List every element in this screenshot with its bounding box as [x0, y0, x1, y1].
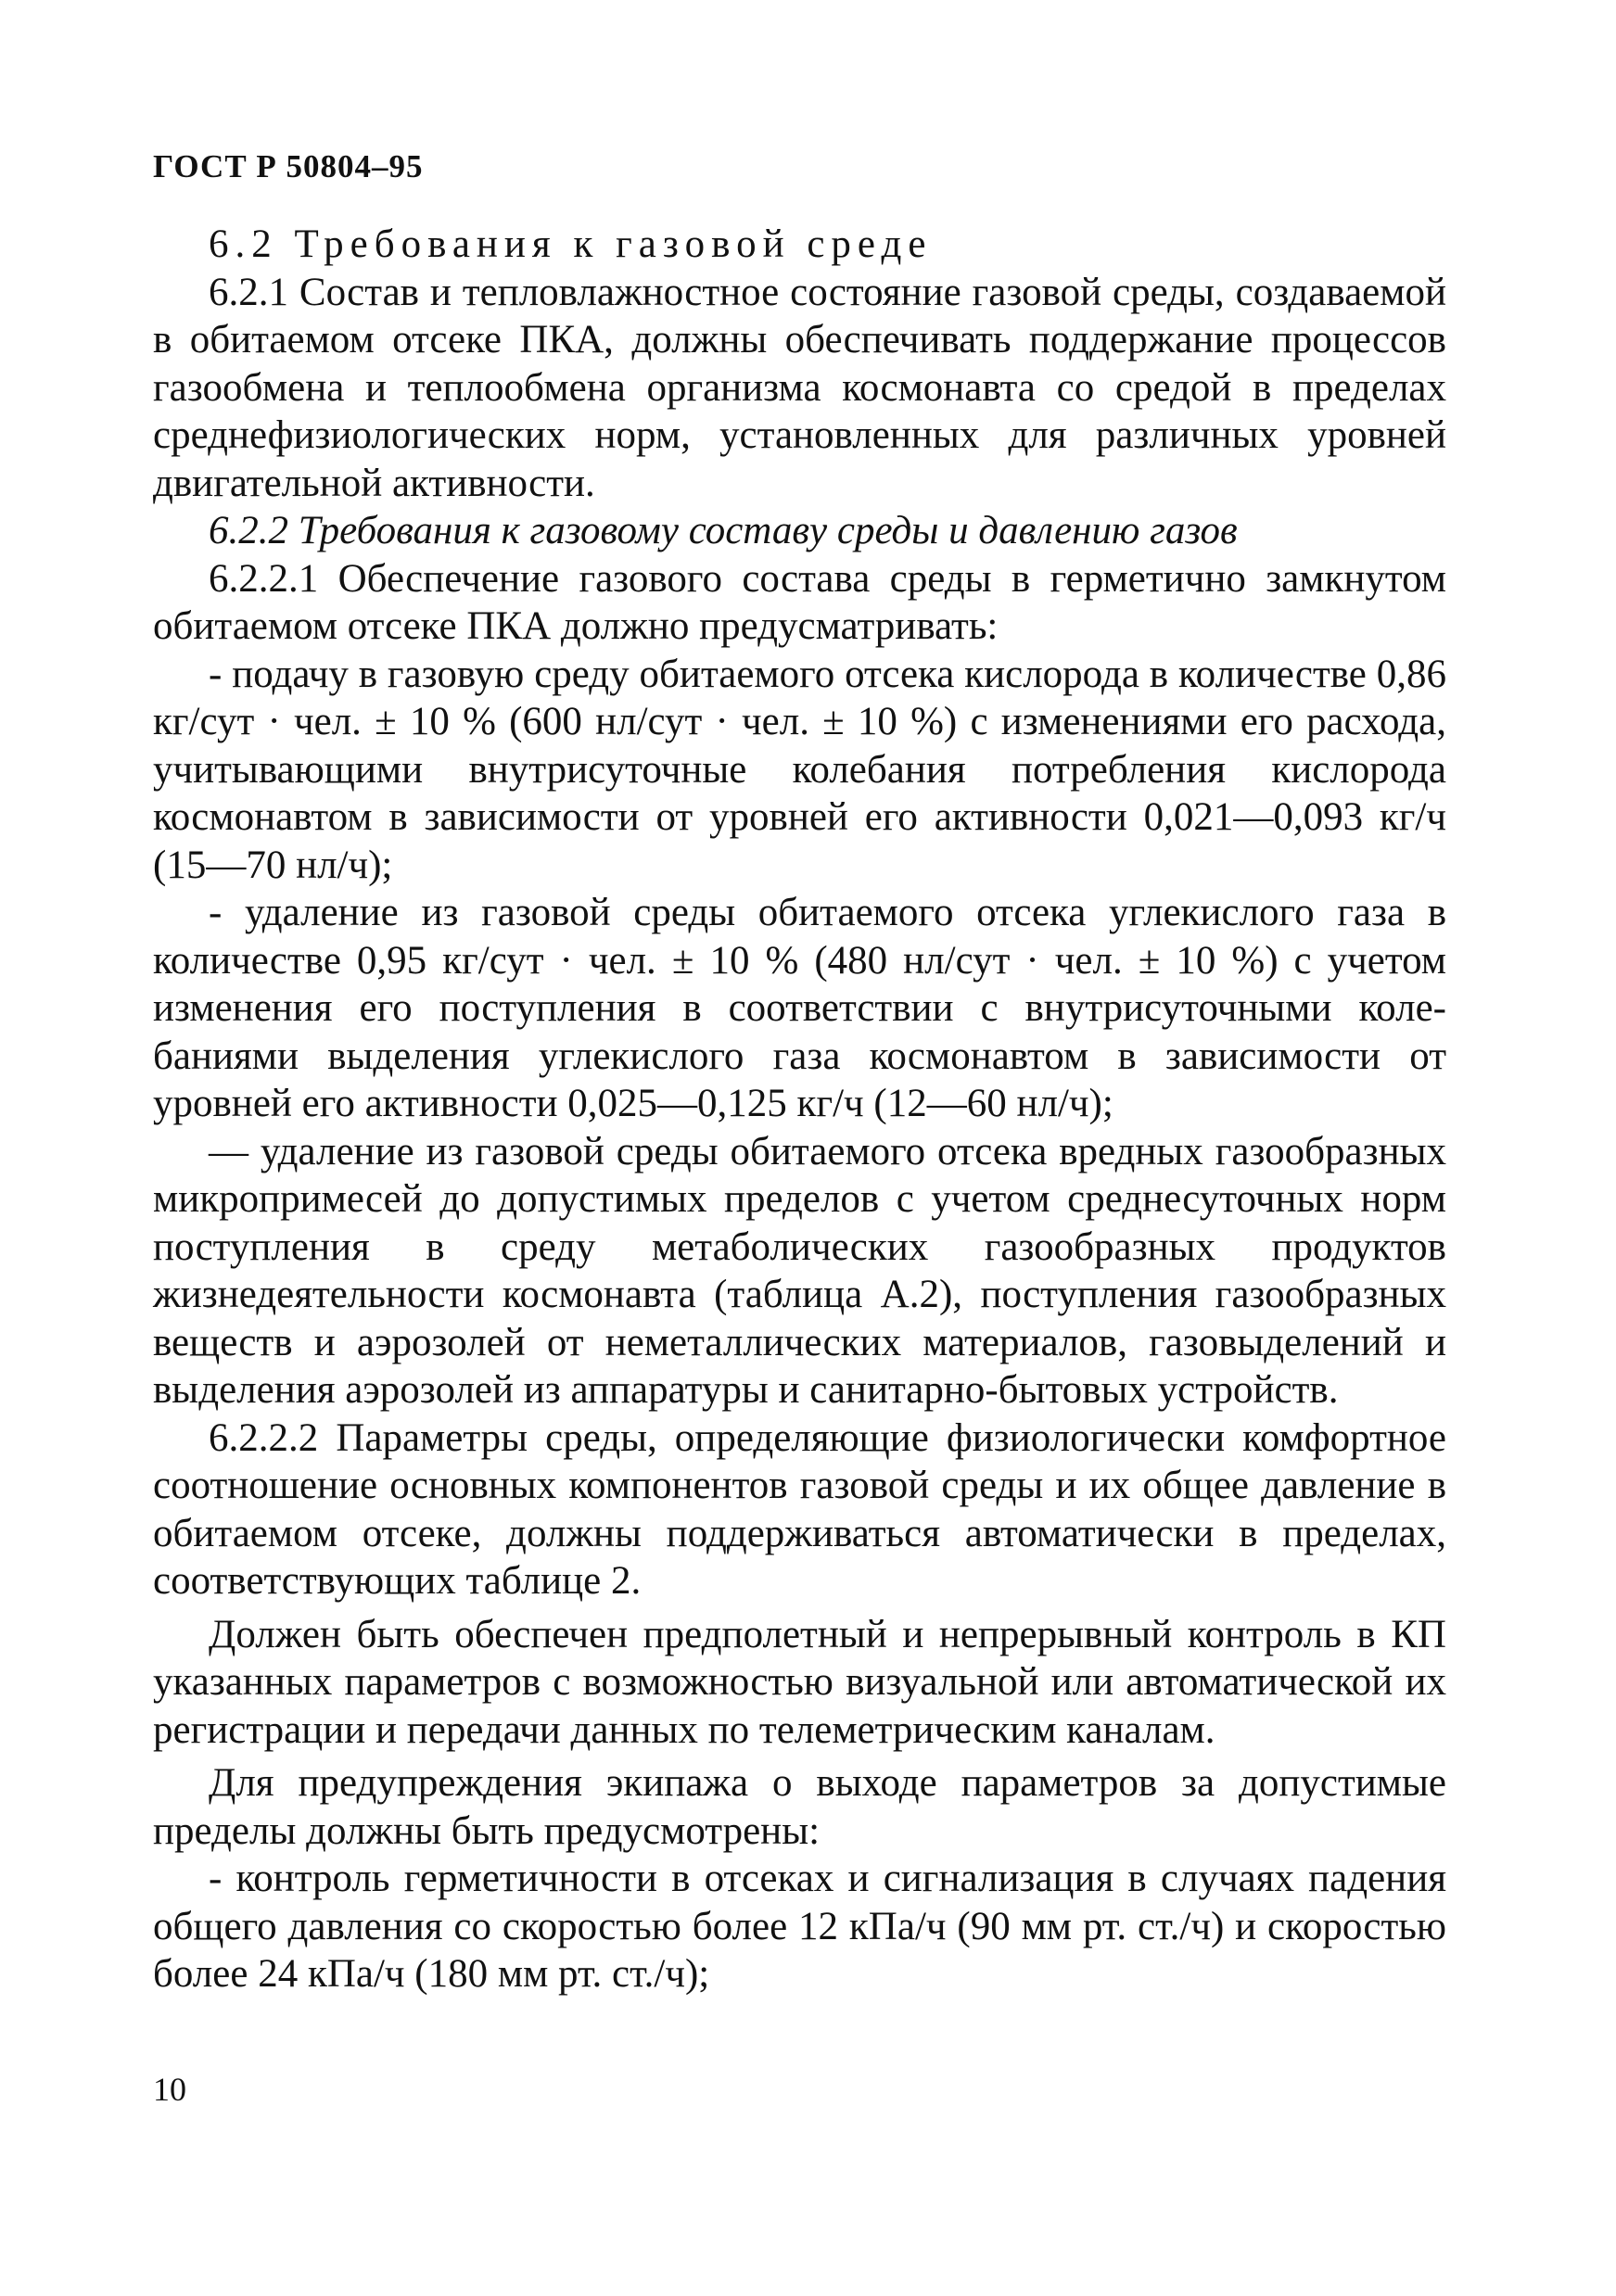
document-body [153, 221, 1446, 1998]
paragraph: 6.2.2.1 Обеспечение газового состава среды в герметично замкнутом обитаемом отсеке ПКА должно предусматривать: [153, 556, 1446, 648]
subsection-heading: 6.2.2 Требования к газовому составу среды и давлению газов [209, 509, 1238, 552]
list-item: - удаление из газовой среды обитаемого отсека углекислого газа в количестве 0,95 кг/сут · чел. ± 10 % (480 нл/сут · чел. ± 10 %) с учетом изменения его поступления в соответствии с внутрисуточными колебаниями выделения углекислого газа космонавтом в зависимости от уровней его активности 0,025—0,125 кг/ч (12—60 нл/ч); [153, 891, 1446, 1125]
paragraph: 6.2.1 Состав и тепловлажностное состояние газовой среды, создаваемой в обитаемом отсеке ПКА, должны обеспечивать поддержание процессов газообмена и теплообмена организма космонавта со средой в пределах среднефизиологических норм, установленных для различных уровней двигательной активности. [153, 270, 1446, 505]
paragraph: 6.2.2.2 Параметры среды, определяющие физиологически комфортное соотношение основных компонентов газовой среды и их общее давление в обитаемом отсеке, должны поддерживаться автоматически в пределах, соответствующих таблице 2. [153, 1415, 1446, 1603]
list-item: - контроль герметичности в отсеках и сигнализация в случаях падения общего давления со скоростью более 12 кПа/ч (90 мм рт. ст./ч) и скоростью более 24 кПа/ч (180 мм рт. ст./ч); [153, 1857, 1446, 1996]
list-item: — удаление из газовой среды обитаемого отсека вредных газообразных микропримесей до допустимых пределов с учетом среднесуточных норм поступления в среду метаболических газообразных продуктов жизнедеятельности космонавта (таблица А.2), поступления газообразных веществ и аэрозолей от неметаллических материалов, газовыделений и выделения аэрозолей из аппаратуры и санитарно-бытовых устройств. [153, 1129, 1446, 1412]
page-number: 10 [153, 2071, 186, 2108]
paragraph: Должен быть обеспечен предполетный и непрерывный контроль в КП указанных параметров с возможностью визуальной или автоматической их регистрации и передачи данных по телеметрическим каналам. [153, 1612, 1446, 1752]
list-item: - подачу в газовую среду обитаемого отсека кислорода в количестве 0,86 кг/сут · чел. ± 10 % (600 нл/сут · чел. ± 10 %) с изменениями его расхода, учитывающими внутрисуточные колебания потребления кислорода космонавтом в зависимости от уровней его активности 0,021—0,093 кг/ч (15—70 нл/ч); [153, 652, 1446, 887]
section-heading: 6.2 Требования к газовой среде [209, 222, 933, 266]
paragraph: Для предупреждения экипажа о выходе параметров за допустимые пределы должны быть предусмотрены: [153, 1761, 1446, 1853]
document-header: ГОСТ Р 50804–95 [153, 148, 424, 184]
